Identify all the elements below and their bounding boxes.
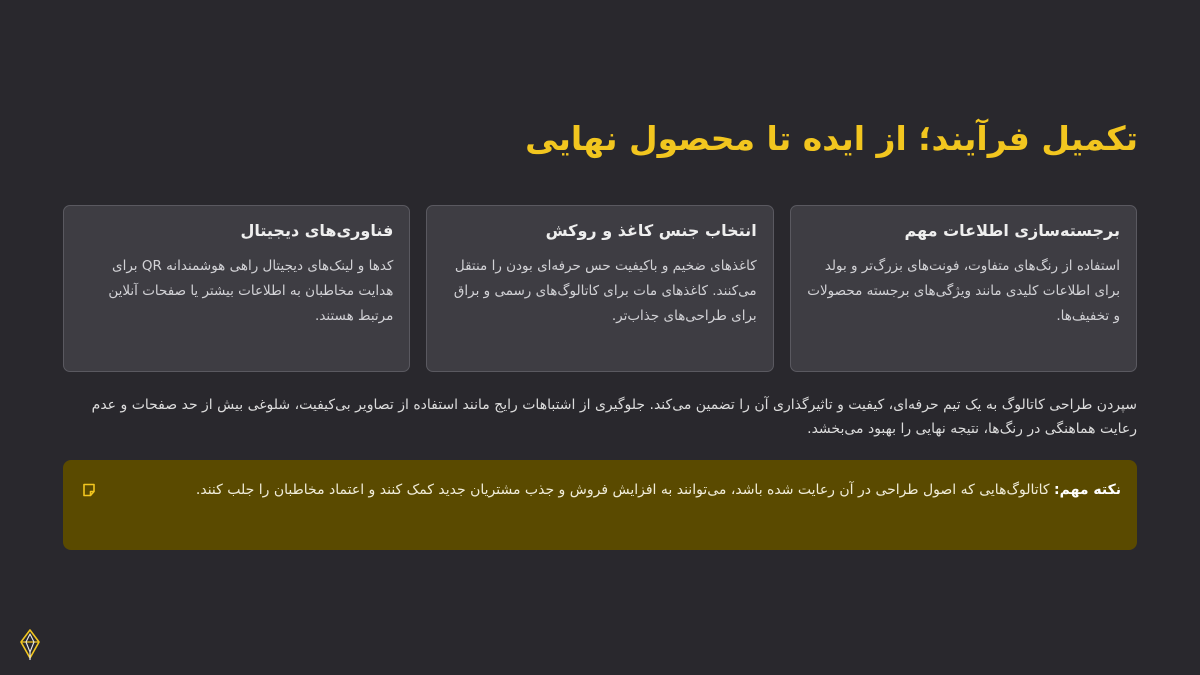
summary-paragraph: سپردن طراحی کاتالوگ به یک تیم حرفه‌ای، کیفیت و تاثیرگذاری آن را تضمین می‌کند. جلوگیری از اشتباهات رایج مانند استفاده از تصاویر بی‌کیفیت، شلوغی بیش از حد صفحات و عدم رعایت هماهنگی در رنگ‌ها، نتیجه نهایی را بهبود می‌بخشد. (91, 397, 1137, 437)
note-icon (81, 482, 97, 498)
card-body: استفاده از رنگ‌های متفاوت، فونت‌های بزرگ‌تر و بولد برای اطلاعات کلیدی مانند ویژگی‌های برجسته محصولات و تخفیف‌ها. (807, 258, 1120, 325)
card-title: فناوری‌های دیجیتال (240, 221, 394, 240)
card-paper-selection (426, 205, 773, 372)
cards-row (63, 205, 1137, 372)
card-body: کدها و لینک‌های دیجیتال راهی هوشمندانه QR برای هدایت مخاطبان به اطلاعات بیشتر یا صفحات آنلاین مرتبط هستند. (108, 258, 394, 325)
note-label: نکته مهم: (1054, 482, 1121, 498)
card-title: انتخاب جنس کاغذ و روکش (545, 221, 757, 240)
note-text: کاتالوگ‌هایی که اصول طراحی در آن رعایت شده باشد، می‌توانند به افزایش فروش و جذب مشتریان جدید کمک کنند و اعتماد مخاطبان را جلب کنند. (195, 482, 1055, 498)
brand-logo-icon (18, 628, 42, 662)
card-body: کاغذهای ضخیم و باکیفیت حس حرفه‌ای بودن را منتقل می‌کنند. کاغذهای مات برای کاتالوگ‌های رسمی و براق برای طراحی‌های جذاب‌تر. (453, 258, 757, 325)
card-title: برجسته‌سازی اطلاعات مهم (904, 221, 1120, 240)
slide-title: تکمیل فرآیند؛ از ایده تا محصول نهایی (525, 119, 1138, 158)
card-highlight-info (790, 205, 1137, 372)
card-digital-tech (63, 205, 410, 372)
important-note-box (63, 460, 1137, 550)
